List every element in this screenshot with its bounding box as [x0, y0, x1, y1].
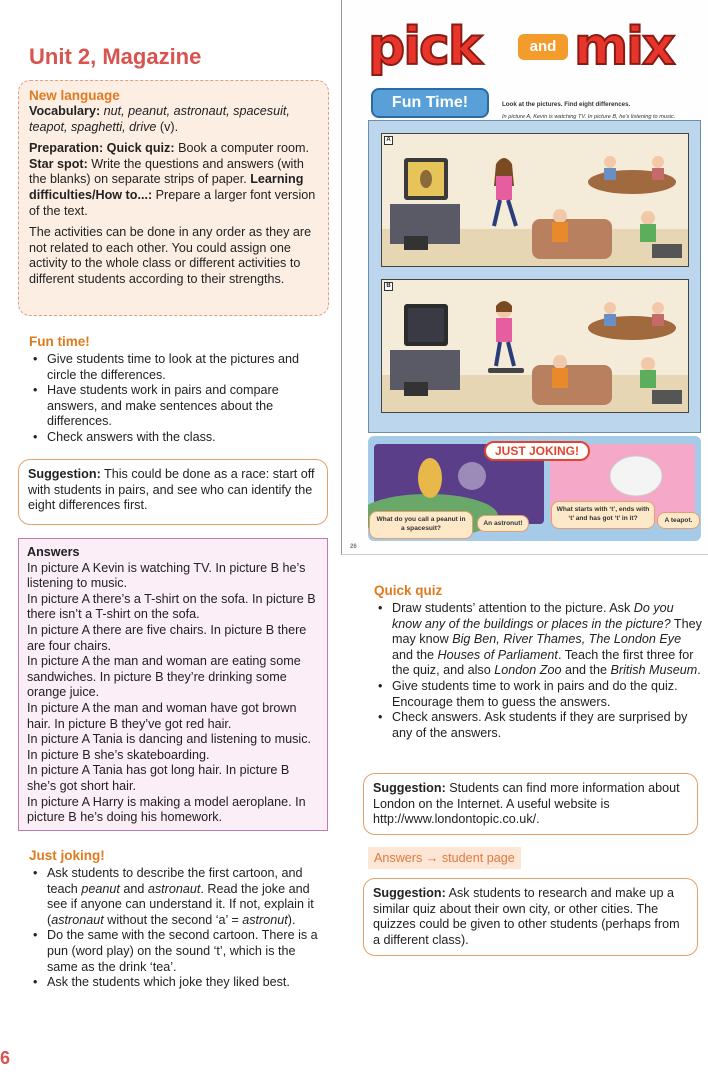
- answer-line: In picture A Kevin is watching TV. In picture B he’s listening to music.: [27, 560, 306, 591]
- just-joking-bullet-3: • Ask the students which joke they liked best.: [29, 975, 329, 991]
- book-page-number: 26: [350, 544, 357, 550]
- preparation-label: Preparation: Quick quiz:: [29, 141, 175, 156]
- text-run: and: [123, 881, 145, 896]
- picture-b-label: B: [384, 282, 393, 291]
- joke2-answer-bubble: A teapot.: [657, 512, 700, 529]
- answer-line: In picture A Tania has got long hair. In picture B she’s got short hair.: [27, 763, 290, 793]
- suggestion-box-race: [18, 459, 328, 525]
- answers-box: [18, 538, 328, 831]
- fun-time-bullet-1: • Give students time to look at the pictures and circle the differences.: [29, 352, 329, 383]
- text-run: and the: [564, 663, 607, 678]
- word-astronaut: astronaut: [51, 912, 104, 927]
- text-run: without the second ‘a’ =: [107, 912, 239, 927]
- suggestion-text: This could be done as a race: start off with students in pairs, and see who can identify the eight differences first.: [28, 467, 315, 513]
- text-run: Ask students to describe the first cartoon, and teach: [47, 866, 303, 896]
- text-run: and the: [392, 647, 435, 662]
- text-run: Draw students’ attention to the picture. Ask: [392, 601, 631, 615]
- picture-a-illustration: [382, 134, 689, 267]
- quick-quiz-bullet-3: • Check answers. Ask students if they are surprised by any of the answers.: [374, 710, 702, 741]
- suggestion-box-research: [363, 878, 698, 956]
- text-run: .: [697, 663, 701, 678]
- fun-time-list: [29, 352, 329, 446]
- picture-b: [381, 279, 689, 413]
- word-astronaut: astronaut: [147, 881, 201, 896]
- fun-time-bullet-2: • Have students work in pairs and compare answers, and make sentences about the differences.: [29, 383, 329, 430]
- unit-title: Unit 2, Magazine: [29, 44, 202, 69]
- just-joking-list: [29, 866, 329, 991]
- page-number: 6: [0, 1048, 11, 1068]
- answer-line: In picture A there’s a T-shirt on the sofa. In picture B there isn’t a T-shirt on the sofa.: [27, 591, 316, 622]
- answer-line: In picture A there are five chairs. In picture B there are four chairs.: [27, 622, 307, 653]
- place-name: London Zoo: [494, 663, 562, 678]
- place-name: Houses of Parliament: [437, 647, 558, 662]
- preparation-paragraph: [29, 141, 319, 219]
- text-run: . Teach the first three for the quiz, and also: [392, 647, 694, 678]
- quick-quiz-bullet-1: [374, 601, 702, 679]
- quick-quiz-list: [374, 601, 702, 741]
- just-joking-bullet-1: [29, 866, 329, 928]
- learning-difficulties-label: Learning difficulties/How to...:: [29, 172, 304, 202]
- new-language-box: [18, 80, 329, 316]
- picture-a: [381, 133, 689, 267]
- logo-word-pick: pick: [368, 17, 481, 77]
- suggestion-label: Suggestion:: [28, 467, 101, 481]
- fun-time-bullet-3: • Check answers with the class.: [29, 430, 329, 446]
- answer-line: In picture A Tania is dancing and listening to music. In picture B she’s skateboarding.: [27, 732, 311, 762]
- text-run: . Read the joke and see if anyone can understand it. If not, explain it (: [47, 881, 314, 927]
- quick-quiz-bullet-2: • Give students time to work in pairs and do the quiz. Encourage them to guess the answers.: [374, 679, 702, 710]
- pick-and-mix-logo: [368, 16, 674, 78]
- place-name: British Museum: [610, 663, 698, 678]
- answers-student-page-link: Answers → student page: [368, 847, 521, 869]
- picture-a-label: A: [384, 136, 393, 145]
- picture-b-illustration: [382, 280, 689, 413]
- word-peanut: peanut: [81, 881, 120, 896]
- suggestion-text: Students can find more information about London on the Internet. A useful website is http://www.londontopic.co.uk/.: [373, 781, 680, 827]
- fun-time-section: [29, 333, 329, 446]
- place-names: Big Ben, River Thames, The London Eye: [452, 632, 682, 647]
- fun-time-instruction: Look at the pictures. Find eight differences.: [502, 101, 631, 108]
- just-joking-section: [29, 847, 329, 991]
- joke2-question-bubble: What starts with ‘t’, ends with ‘t’ and has got ‘t’ in it?: [551, 501, 655, 529]
- learning-difficulties-text: Prepare a larger font version of the text.: [29, 187, 316, 218]
- word-astronut: astronut: [242, 912, 288, 927]
- just-joking-title: JUST JOKING!: [484, 441, 590, 461]
- text-run: They may know: [392, 616, 702, 647]
- answer-line: In picture A the man and woman have got brown hair. In picture B they’ve got red hair.: [27, 700, 297, 731]
- answers-heading: Answers: [27, 545, 80, 559]
- text-run: ).: [287, 912, 296, 927]
- quiz-question: Do you know any of the buildings or places in the picture?: [392, 601, 674, 631]
- fun-time-heading: Fun time!: [29, 334, 90, 349]
- joke1-answer-bubble: An astronut!: [477, 515, 529, 532]
- star-spot-text: Write the questions and answers (with the blanks) on separate strips of paper.: [29, 156, 304, 187]
- new-language-heading: New language: [29, 88, 120, 103]
- just-joking-heading: Just joking!: [29, 848, 105, 863]
- spot-difference-frame: [368, 120, 701, 433]
- suggestion-box-website: [363, 773, 698, 835]
- answer-line: In picture A the man and woman are eating some sandwiches. In picture B they’re drinking some orange juice.: [27, 654, 301, 700]
- suggestion-text: Ask students to research and make up a similar quiz about their own city, or other cities. The quizzes could be given to other students (perhaps from a different class).: [373, 886, 680, 947]
- suggestion-label: Suggestion:: [373, 781, 446, 795]
- star-spot-label: Star spot:: [29, 156, 88, 171]
- logo-word-mix: mix: [574, 17, 674, 77]
- vocabulary-words: nut, peanut, astronaut, spacesuit, teapot, spaghetti, drive: [29, 104, 290, 134]
- joke1-question-bubble: What do you call a peanut in a spacesuit?: [369, 511, 473, 539]
- vocabulary-label: Vocabulary:: [29, 104, 101, 118]
- vocabulary-suffix: (v).: [159, 119, 179, 134]
- quick-quiz-heading: Quick quiz: [374, 583, 443, 598]
- activities-paragraph: The activities can be done in any order as they are not related to each other. You could assign one activity to the whole class or different activities to different students according to their strengths.: [29, 225, 312, 286]
- preparation-text: Book a computer room.: [178, 141, 309, 156]
- suggestion-label: Suggestion:: [373, 886, 446, 900]
- answer-line: In picture A Harry is making a model aeroplane. In picture B he’s doing his homework.: [27, 794, 306, 825]
- just-joking-bullet-2: • Do the same with the second cartoon. There is a pun (word play) on the sound ‘t’, which is the same as the drink ‘tea’.: [29, 928, 329, 975]
- quick-quiz-section: [374, 582, 702, 741]
- fun-time-example: In picture A, Kevin is watching TV. In picture B, he’s listening to music.: [502, 114, 676, 120]
- logo-word-and: and: [518, 34, 568, 60]
- vocabulary-paragraph: [29, 104, 319, 135]
- fun-time-badge: Fun Time!: [371, 88, 489, 118]
